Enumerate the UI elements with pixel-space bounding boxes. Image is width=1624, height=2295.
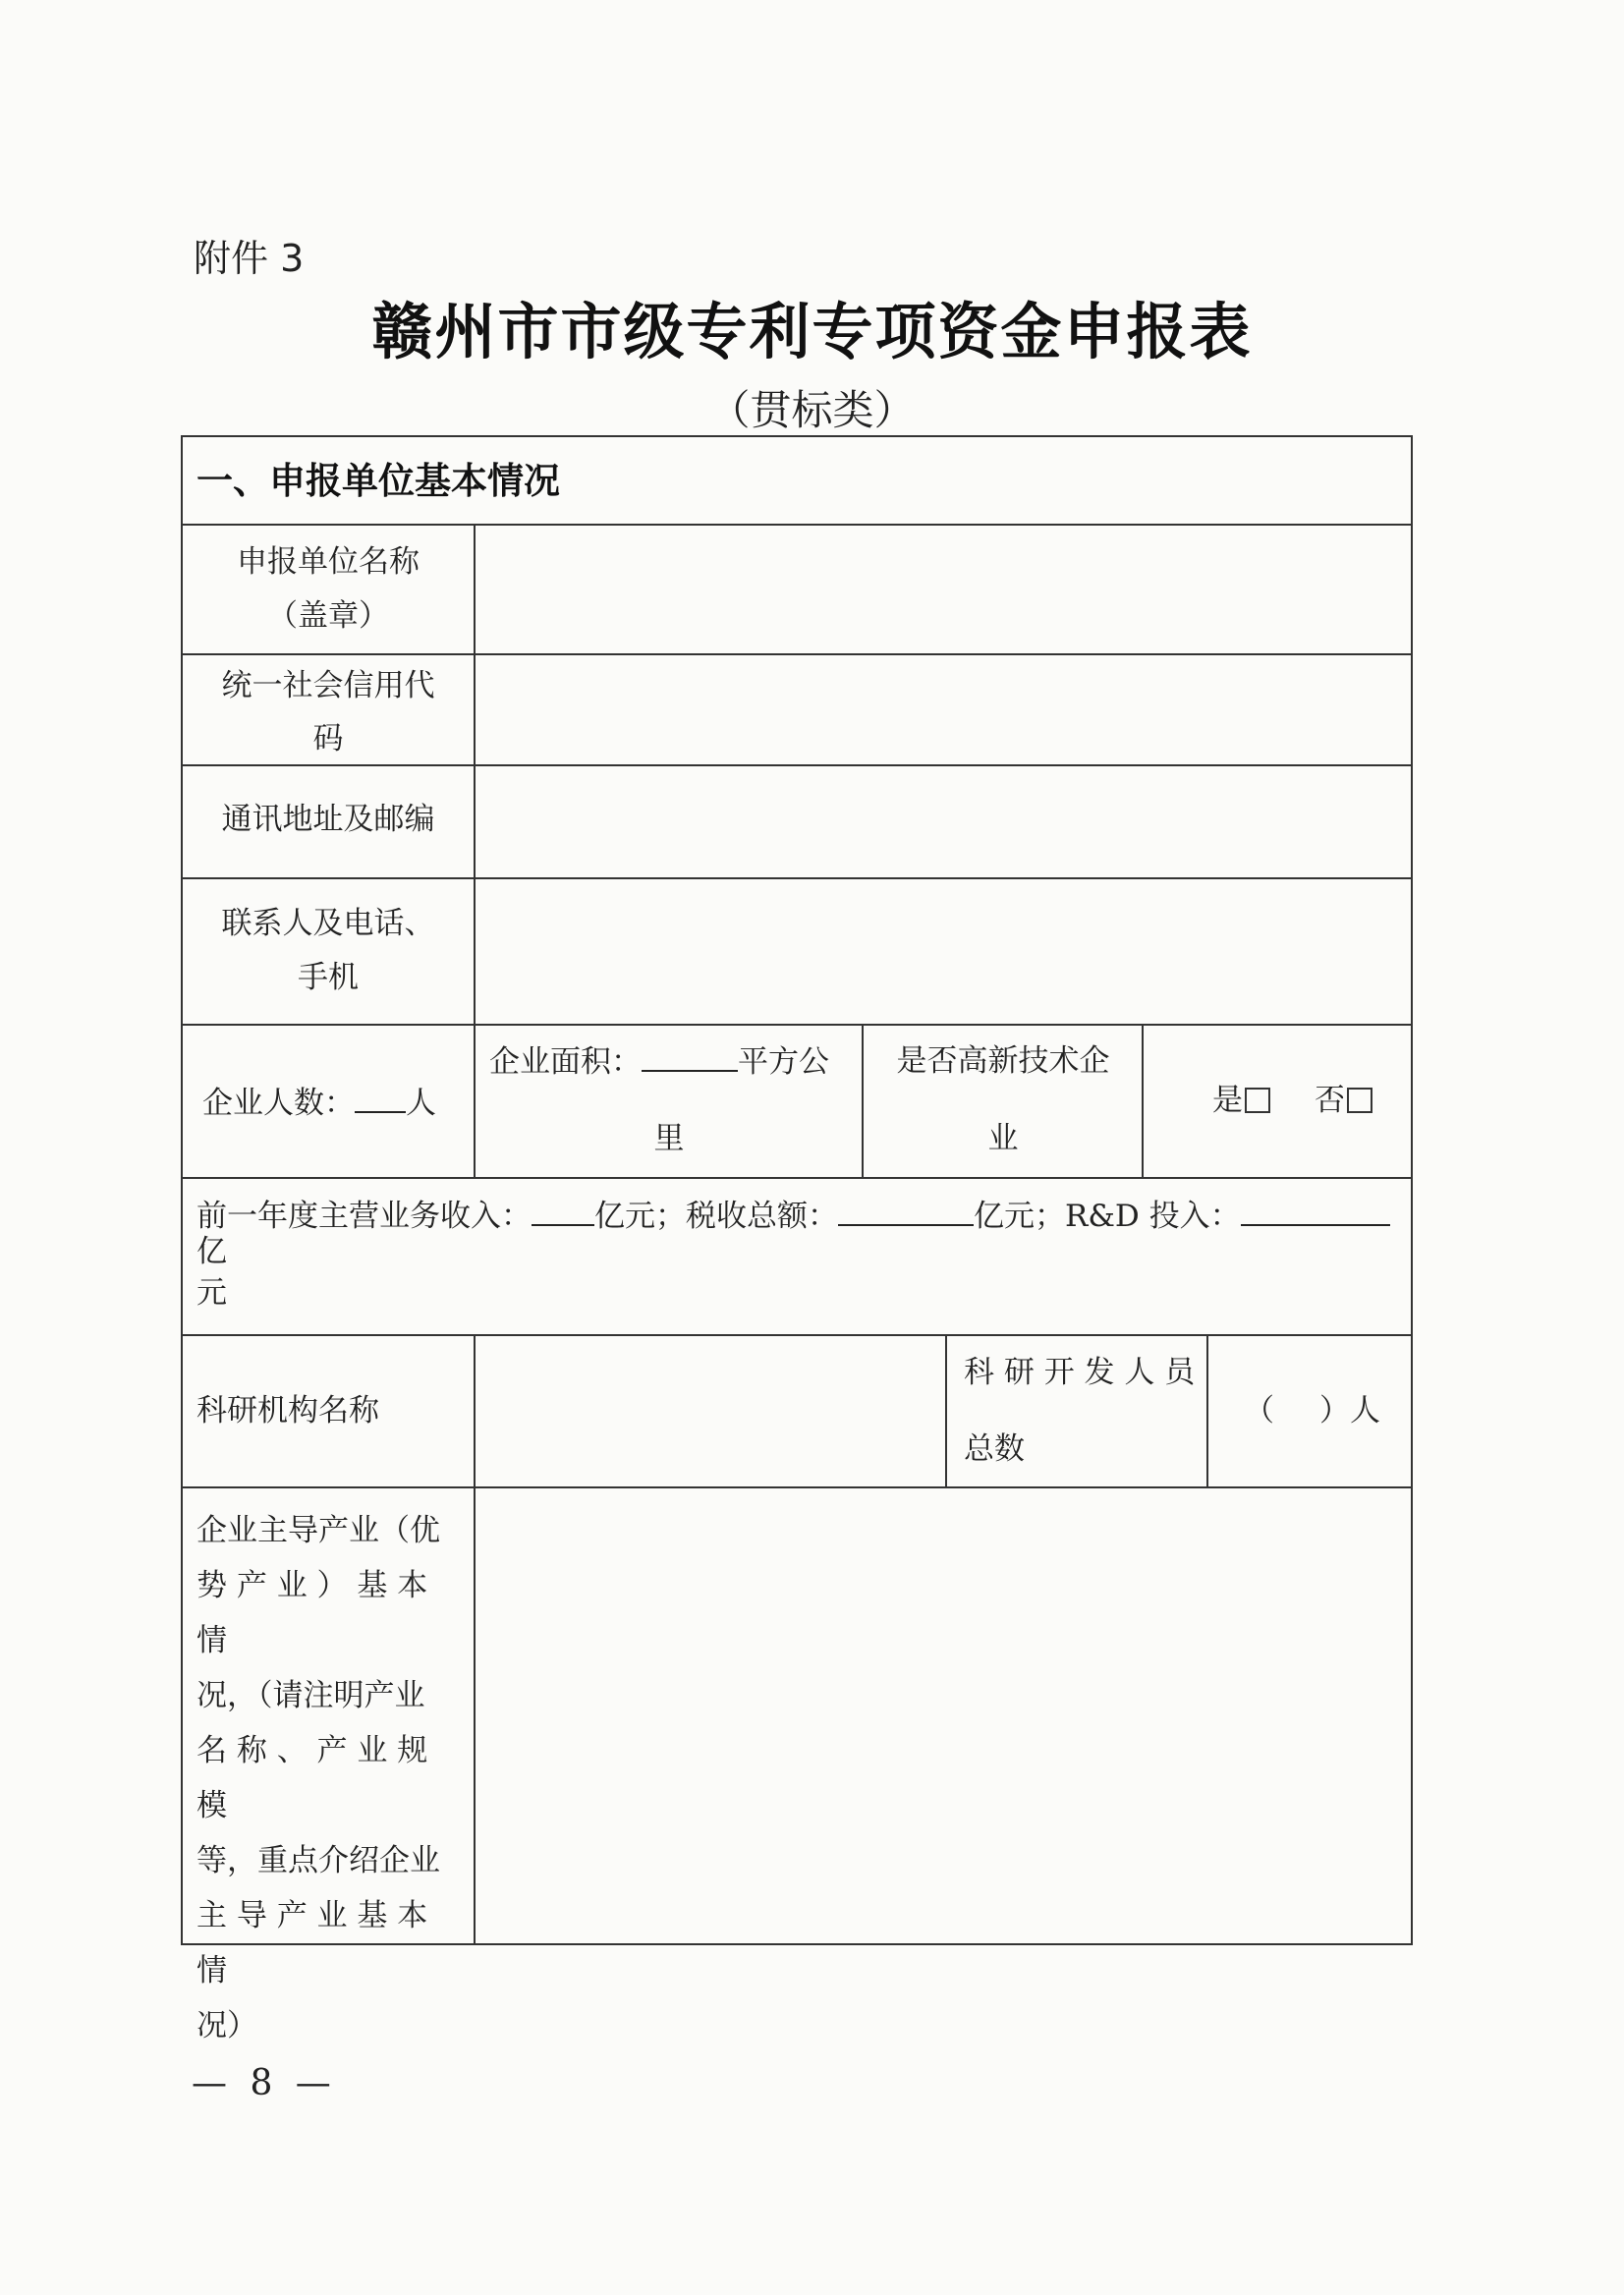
no-checkbox-box[interactable]	[1347, 1088, 1372, 1113]
industry-label-line: 名 称 、 产 业 规 模	[196, 1733, 428, 1823]
area-label: 企业面积：	[489, 1044, 642, 1080]
rd-unit-cont: 元	[196, 1275, 227, 1311]
revenue-blank[interactable]	[532, 1199, 594, 1226]
industry-description-field[interactable]	[477, 1488, 1409, 1942]
rd-staff-label-cont: 总数	[964, 1431, 1025, 1467]
rd-unit: 亿	[196, 1233, 227, 1269]
rd-blank[interactable]	[1241, 1199, 1390, 1226]
application-form-table	[181, 435, 1413, 2043]
yes-checkbox-box[interactable]	[1245, 1088, 1270, 1113]
area-unit: 平方公	[738, 1044, 829, 1080]
rd-label: 亿元；R&D 投入：	[974, 1199, 1241, 1234]
count-open-paren: （	[1244, 1393, 1274, 1428]
hightech-label: 是否高新技术企	[896, 1043, 1110, 1079]
form-subtitle: （贯标类）	[708, 386, 916, 434]
tax-label: 亿元；税收总额：	[594, 1199, 838, 1234]
attachment-label: 附件 3	[194, 237, 305, 280]
address-label: 通讯地址及邮编	[221, 802, 435, 837]
research-org-label: 科研机构名称	[196, 1393, 379, 1428]
employee-count-field[interactable]	[202, 1086, 436, 1122]
rd-staff-count-field[interactable]	[1244, 1394, 1380, 1429]
revenue-label: 前一年度主营业务收入：	[196, 1199, 532, 1234]
unit-name-label: 申报单位名称	[237, 544, 420, 580]
hightech-label-cont: 业	[987, 1121, 1019, 1156]
industry-label	[196, 1503, 467, 2053]
employee-count-unit: 人	[406, 1086, 436, 1121]
industry-label-line: 势 产 业 ） 基 本 情	[196, 1568, 428, 1658]
area-unit-cont: 里	[653, 1121, 685, 1156]
industry-label-line: 况）	[196, 2008, 257, 2043]
credit-code-field[interactable]	[477, 655, 1409, 763]
contact-label: 联系人及电话、	[221, 906, 435, 941]
unit-name-field[interactable]	[477, 526, 1409, 651]
no-label: 否	[1315, 1083, 1345, 1118]
industry-label-line: 况，（请注明产业	[196, 1678, 425, 1713]
unit-name-seal-label: （盖章）	[267, 598, 389, 634]
research-org-field[interactable]	[477, 1336, 943, 1484]
count-unit: ）人	[1319, 1393, 1380, 1428]
credit-code-label: 统一社会信用代	[221, 668, 435, 703]
contact-field[interactable]	[477, 879, 1409, 1023]
contact-label-cont: 手机	[298, 960, 359, 995]
credit-code-label-cont: 码	[312, 721, 344, 756]
page-number: — 8 —	[192, 2063, 337, 2103]
form-title: 赣州市市级专利专项资金申报表	[371, 296, 1253, 367]
finance-line[interactable]	[196, 1199, 1405, 1269]
employee-count-label: 企业人数：	[202, 1086, 355, 1121]
address-field[interactable]	[477, 766, 1409, 876]
industry-label-line: 企业主导产业（优	[196, 1513, 440, 1548]
section-title: 一、申报单位基本情况	[196, 460, 560, 502]
rd-staff-label: 科 研 开 发 人 员	[964, 1355, 1196, 1390]
yes-checkbox[interactable]	[1212, 1084, 1270, 1119]
area-field[interactable]	[489, 1044, 829, 1081]
no-checkbox[interactable]	[1315, 1084, 1372, 1119]
industry-label-line: 主 导 产 业 基 本 情	[196, 1898, 428, 1988]
industry-label-line: 等，重点介绍企业	[196, 1843, 440, 1878]
tax-blank[interactable]	[838, 1199, 974, 1226]
yes-label: 是	[1212, 1083, 1243, 1118]
